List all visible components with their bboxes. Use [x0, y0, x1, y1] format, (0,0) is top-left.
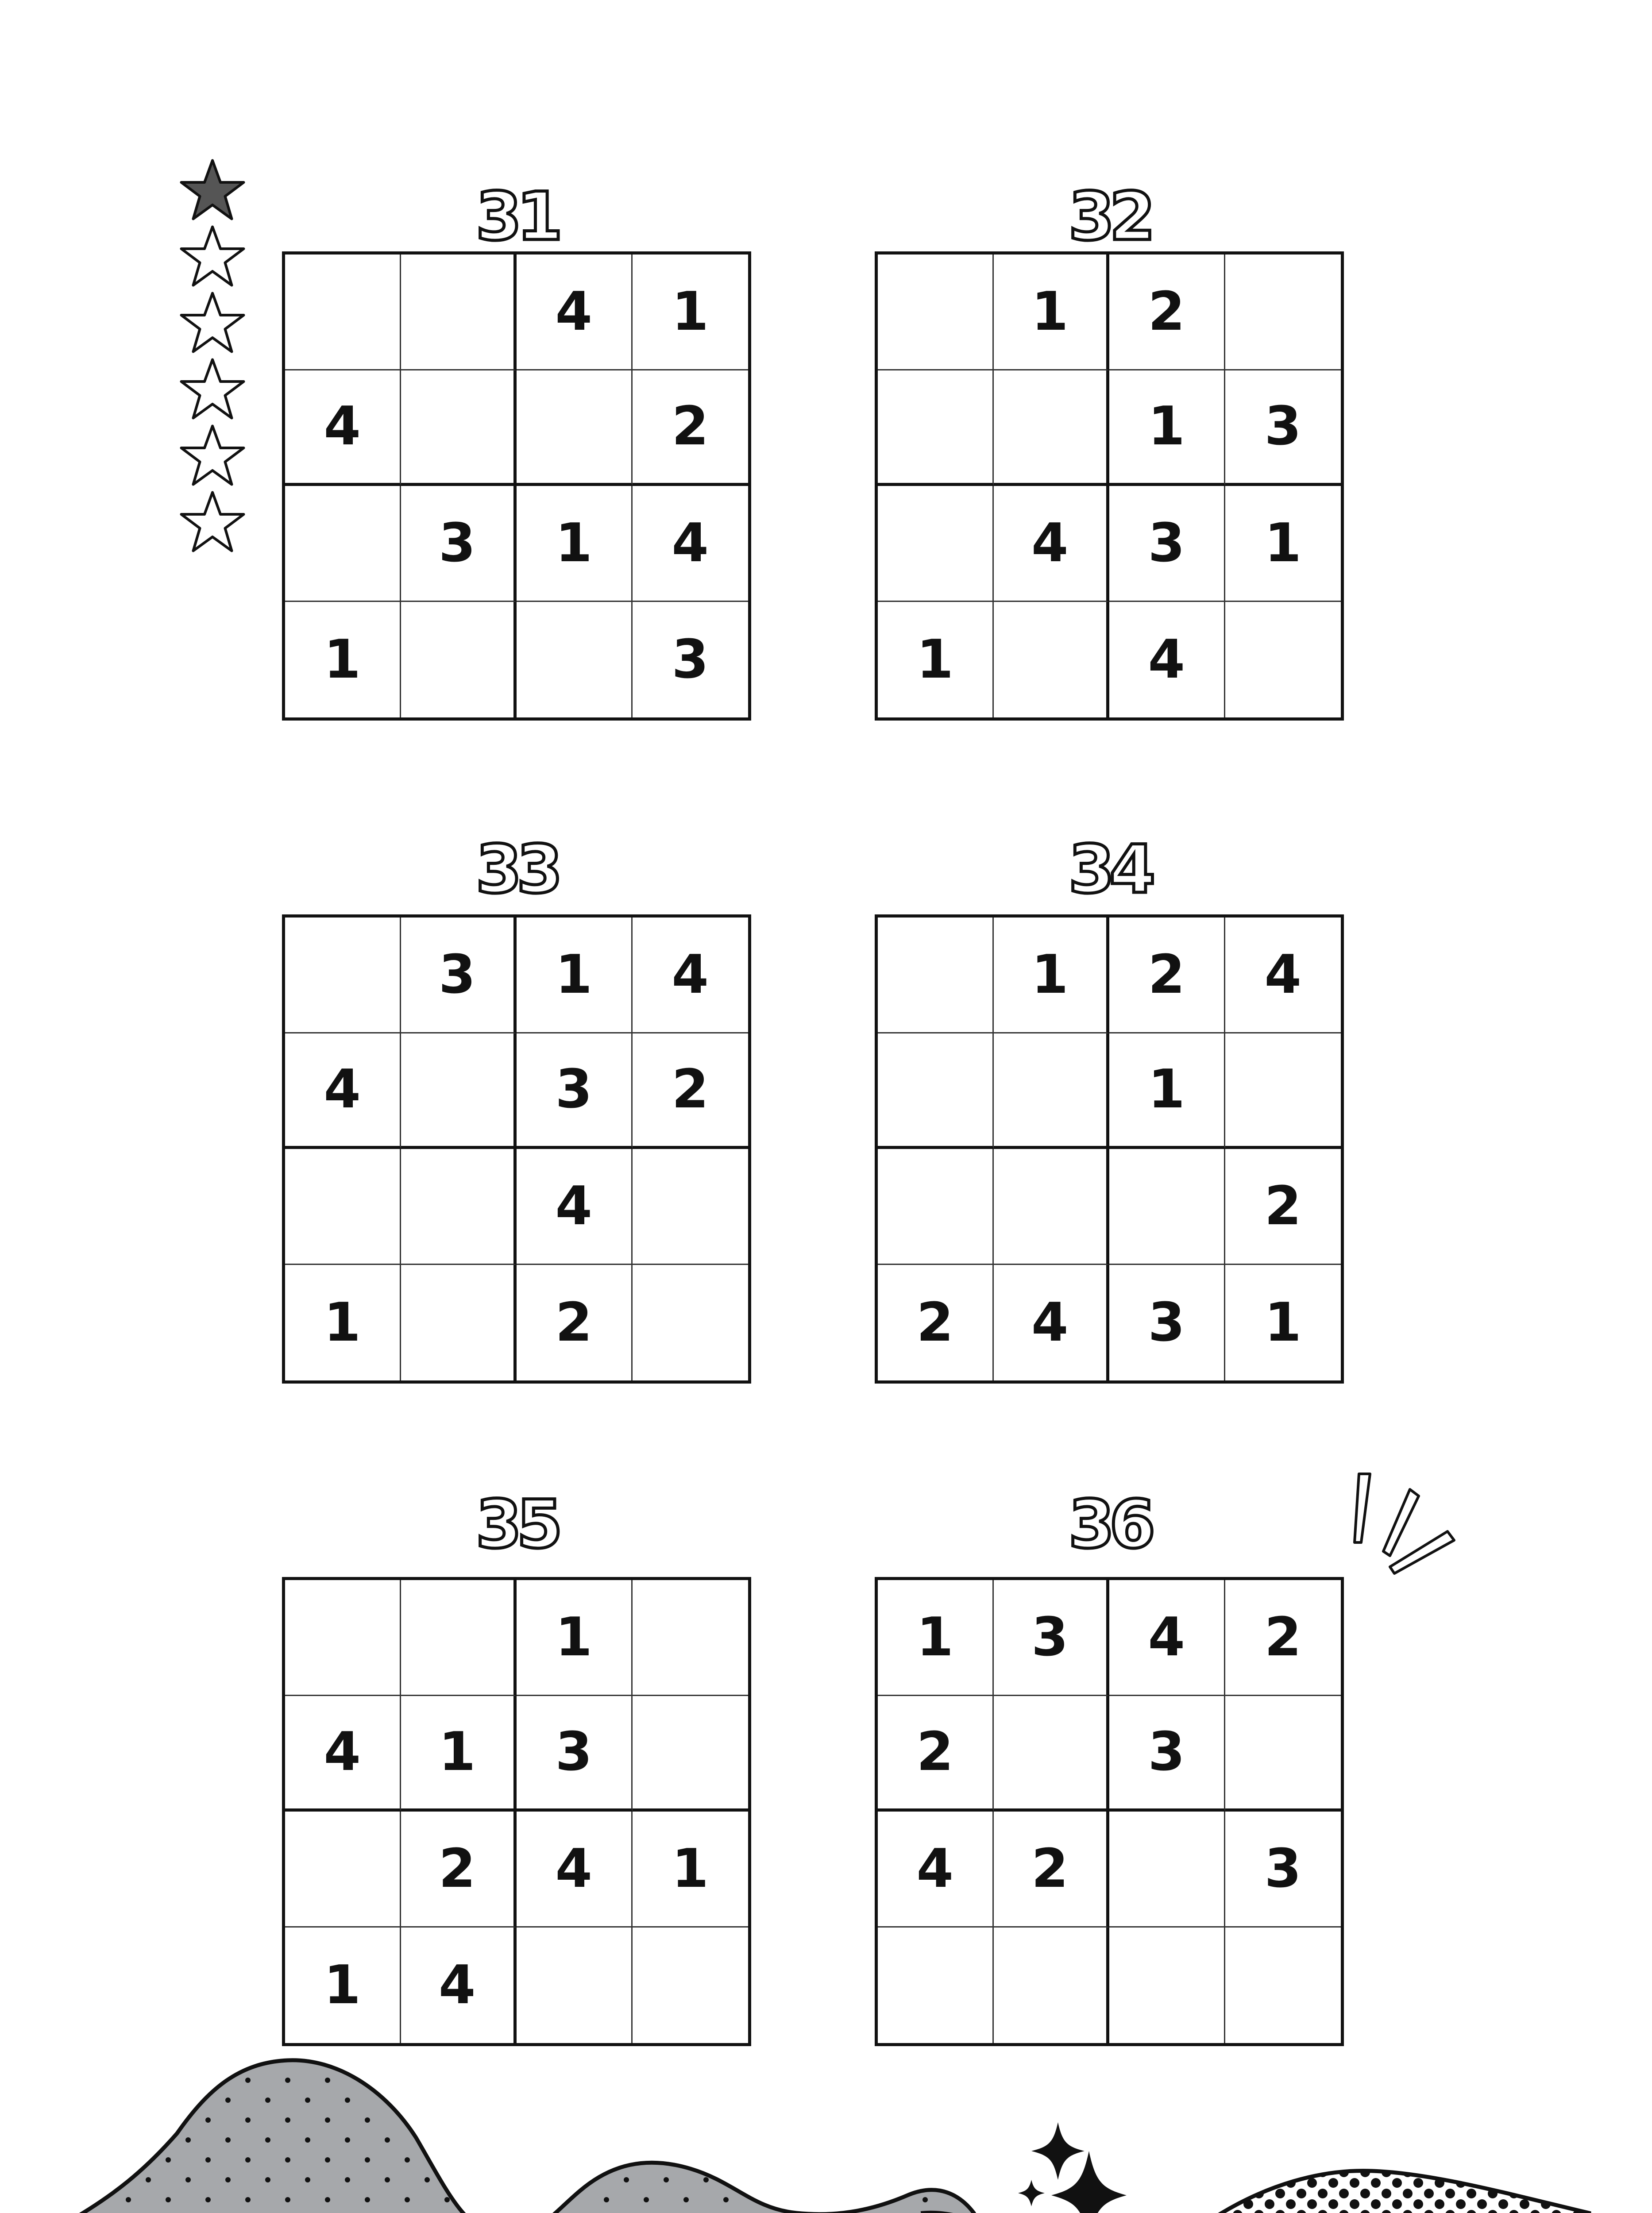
grid-cell[interactable]: 2: [401, 1812, 517, 1928]
grid-cell[interactable]: 2: [1225, 1580, 1341, 1696]
grid-cell[interactable]: 2: [633, 1033, 749, 1149]
grid-cell[interactable]: [633, 1928, 749, 2043]
grid-cell[interactable]: 4: [517, 1812, 633, 1928]
star-filled-icon: [179, 157, 246, 224]
grid-cell[interactable]: [994, 1928, 1110, 2043]
grid-cell[interactable]: [994, 1149, 1110, 1265]
grid-cell[interactable]: 1: [878, 1580, 994, 1696]
grid-cell[interactable]: [633, 1149, 749, 1265]
grid-cell[interactable]: [633, 1696, 749, 1812]
grid-cell[interactable]: [285, 918, 401, 1033]
grid-cell[interactable]: 2: [517, 1265, 633, 1381]
grid-cell[interactable]: [1109, 1149, 1225, 1265]
grid-cell[interactable]: 1: [633, 254, 749, 370]
grid-cell[interactable]: 4: [878, 1812, 994, 1928]
grid-cell[interactable]: 2: [1109, 918, 1225, 1033]
grid-cell[interactable]: [633, 1580, 749, 1696]
grid-cell[interactable]: 2: [633, 370, 749, 486]
grid-cell[interactable]: 4: [994, 1265, 1110, 1381]
sudoku-grid: [282, 914, 751, 1384]
grid-cell[interactable]: [878, 1149, 994, 1265]
grid-cell[interactable]: 1: [285, 1928, 401, 2043]
puzzle-title: 31: [475, 178, 558, 255]
grid-cell[interactable]: 2: [994, 1812, 1110, 1928]
grid-cell[interactable]: 1: [878, 602, 994, 718]
grid-cell[interactable]: [285, 1812, 401, 1928]
star-empty-icon: [179, 489, 246, 555]
grid-cell[interactable]: 4: [1109, 1580, 1225, 1696]
grid-cell[interactable]: [878, 918, 994, 1033]
grid-cell[interactable]: [285, 1149, 401, 1265]
grid-cell[interactable]: [878, 486, 994, 602]
grid-cell[interactable]: 3: [401, 486, 517, 602]
grid-cell[interactable]: 4: [1225, 918, 1341, 1033]
grid-cell[interactable]: [878, 254, 994, 370]
grid-cell[interactable]: [633, 1265, 749, 1381]
grid-cell[interactable]: [517, 1928, 633, 2043]
grid-cell[interactable]: [401, 1265, 517, 1381]
grid-cell[interactable]: 4: [517, 1149, 633, 1265]
grid-cell[interactable]: 3: [1109, 486, 1225, 602]
grid-cell[interactable]: [1109, 1928, 1225, 2043]
grid-cell[interactable]: [401, 370, 517, 486]
grid-cell[interactable]: 1: [517, 918, 633, 1033]
sparkle-icon: [1031, 2122, 1085, 2180]
puzzle-title: 32: [1068, 178, 1150, 255]
puzzle-title: 34: [1068, 831, 1150, 908]
grid-cell[interactable]: 3: [1109, 1696, 1225, 1812]
grid-cell[interactable]: 1: [994, 254, 1110, 370]
grid-cell[interactable]: [878, 370, 994, 486]
grid-cell[interactable]: [285, 486, 401, 602]
grid-cell[interactable]: [1225, 1928, 1341, 2043]
grid-cell[interactable]: [994, 1033, 1110, 1149]
sudoku-grid: [875, 251, 1344, 721]
sudoku-grid: [875, 914, 1344, 1384]
star-empty-icon: [179, 423, 246, 489]
grid-cell[interactable]: 1: [517, 486, 633, 602]
grid-cell[interactable]: 3: [401, 918, 517, 1033]
grid-cell[interactable]: 4: [633, 486, 749, 602]
grid-cell[interactable]: [401, 1033, 517, 1149]
grid-cell[interactable]: 3: [1109, 1265, 1225, 1381]
grid-cell[interactable]: 4: [285, 370, 401, 486]
grid-cell[interactable]: [1225, 1696, 1341, 1812]
difficulty-rating: [179, 157, 255, 555]
grid-cell[interactable]: 1: [633, 1812, 749, 1928]
sudoku-grid: [875, 1577, 1344, 2046]
grid-cell[interactable]: 1: [1225, 486, 1341, 602]
grid-cell[interactable]: [401, 602, 517, 718]
grid-cell[interactable]: 4: [517, 254, 633, 370]
grid-cell[interactable]: 3: [1225, 370, 1341, 486]
grid-cell[interactable]: 4: [401, 1928, 517, 2043]
puzzle-title: 33: [475, 831, 558, 908]
grid-cell[interactable]: [285, 1580, 401, 1696]
grid-cell[interactable]: 1: [285, 1265, 401, 1381]
grid-cell[interactable]: 2: [1225, 1149, 1341, 1265]
star-empty-icon: [179, 224, 246, 290]
grid-cell[interactable]: 1: [1109, 1033, 1225, 1149]
grid-cell[interactable]: [994, 602, 1110, 718]
grid-cell[interactable]: [285, 254, 401, 370]
grid-cell[interactable]: 4: [994, 486, 1110, 602]
grid-cell[interactable]: 2: [878, 1696, 994, 1812]
sudoku-grid: [282, 1577, 751, 2046]
grid-cell[interactable]: [1109, 1812, 1225, 1928]
puzzle-title: 35: [475, 1486, 558, 1563]
grid-cell[interactable]: 1: [517, 1580, 633, 1696]
star-empty-icon: [179, 290, 246, 356]
grid-cell[interactable]: [517, 602, 633, 718]
grid-cell[interactable]: [994, 1696, 1110, 1812]
grid-cell[interactable]: [401, 1149, 517, 1265]
grid-cell[interactable]: [878, 1928, 994, 2043]
grid-cell[interactable]: 3: [994, 1580, 1110, 1696]
grid-cell[interactable]: [878, 1033, 994, 1149]
grid-cell[interactable]: [1225, 254, 1341, 370]
grid-cell[interactable]: 3: [517, 1033, 633, 1149]
grid-cell[interactable]: [994, 370, 1110, 486]
sudoku-grid: [282, 251, 751, 721]
grid-cell[interactable]: 1: [1109, 370, 1225, 486]
grid-cell[interactable]: [401, 254, 517, 370]
grid-cell[interactable]: [1225, 1033, 1341, 1149]
grid-cell[interactable]: 1: [401, 1696, 517, 1812]
grid-cell[interactable]: 1: [994, 918, 1110, 1033]
grid-cell[interactable]: 4: [285, 1696, 401, 1812]
grid-cell[interactable]: 3: [1225, 1812, 1341, 1928]
grid-cell[interactable]: 4: [285, 1033, 401, 1149]
star-empty-icon: [179, 356, 246, 423]
puzzle-title: 36: [1068, 1486, 1150, 1563]
grid-cell[interactable]: 1: [1264, 1292, 1301, 1353]
grid-cell[interactable]: 3: [672, 628, 709, 690]
grid-cell[interactable]: [1225, 602, 1341, 718]
grid-cell[interactable]: 4: [633, 918, 749, 1033]
grid-cell[interactable]: [401, 1580, 517, 1696]
grid-cell[interactable]: 2: [878, 1265, 994, 1381]
grid-cell[interactable]: [517, 370, 633, 486]
grid-cell[interactable]: 1: [285, 602, 401, 718]
grid-cell[interactable]: 4: [1109, 602, 1225, 718]
grid-cell[interactable]: 2: [1109, 254, 1225, 370]
grid-cell[interactable]: 3: [517, 1696, 633, 1812]
